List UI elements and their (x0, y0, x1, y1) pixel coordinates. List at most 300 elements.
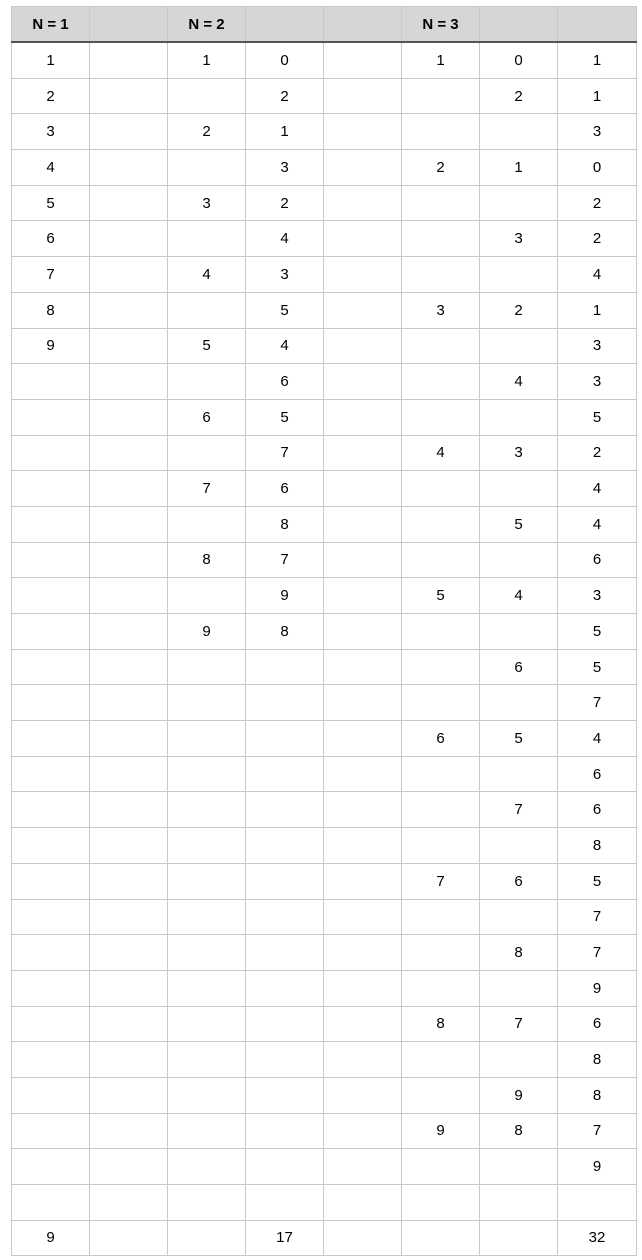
cell-c[interactable] (168, 756, 246, 792)
cell-c[interactable]: 6 (168, 399, 246, 435)
cell-f[interactable] (402, 828, 480, 864)
cell-b[interactable] (90, 114, 168, 150)
cell-c[interactable]: 8 (168, 542, 246, 578)
cell-a[interactable] (12, 970, 90, 1006)
cell-f[interactable] (402, 614, 480, 650)
cell-h[interactable]: 0 (558, 150, 637, 186)
cell-e[interactable] (324, 150, 402, 186)
cell-f[interactable] (402, 471, 480, 507)
cell-f[interactable] (402, 685, 480, 721)
cell-c[interactable] (168, 292, 246, 328)
cell-c[interactable]: 9 (168, 614, 246, 650)
cell-h[interactable]: 7 (558, 899, 637, 935)
cell-b[interactable] (90, 257, 168, 293)
cell-a[interactable] (12, 649, 90, 685)
cell-a[interactable]: 4 (12, 150, 90, 186)
cell-a[interactable] (12, 935, 90, 971)
cell-d[interactable] (246, 970, 324, 1006)
cell-h[interactable]: 9 (558, 970, 637, 1006)
cell-f[interactable] (402, 364, 480, 400)
cell-d[interactable] (246, 899, 324, 935)
cell-d[interactable] (246, 863, 324, 899)
cell-a[interactable] (12, 792, 90, 828)
cell-d[interactable] (246, 756, 324, 792)
cell-c[interactable]: 5 (168, 328, 246, 364)
cell-h[interactable]: 3 (558, 578, 637, 614)
cell-g[interactable] (480, 756, 558, 792)
cell-h[interactable]: 2 (558, 185, 637, 221)
cell-a[interactable] (12, 471, 90, 507)
cell-b[interactable] (90, 1006, 168, 1042)
header-cell-f[interactable]: N = 3 (402, 7, 480, 43)
cell-f[interactable] (402, 1185, 480, 1221)
cell-a[interactable] (12, 542, 90, 578)
cell-h[interactable]: 6 (558, 542, 637, 578)
cell-d[interactable] (246, 685, 324, 721)
cell-g[interactable] (480, 970, 558, 1006)
cell-e[interactable] (324, 828, 402, 864)
cell-g[interactable]: 3 (480, 435, 558, 471)
cell-e[interactable] (324, 364, 402, 400)
cell-g[interactable]: 9 (480, 1077, 558, 1113)
cell-d[interactable] (246, 1149, 324, 1185)
table-row (12, 542, 637, 578)
cell-f[interactable]: 2 (402, 150, 480, 186)
cell-e[interactable] (324, 78, 402, 114)
cell-b[interactable] (90, 649, 168, 685)
cell-g[interactable] (480, 185, 558, 221)
cell-b[interactable] (90, 506, 168, 542)
cell-e[interactable] (324, 614, 402, 650)
table-row (12, 435, 637, 471)
cell-e[interactable] (324, 1185, 402, 1221)
cell-h[interactable]: 4 (558, 471, 637, 507)
cell-e[interactable] (324, 42, 402, 78)
cell-b[interactable] (90, 328, 168, 364)
cell-f[interactable] (402, 935, 480, 971)
cell-e[interactable] (324, 899, 402, 935)
cell-c[interactable] (168, 863, 246, 899)
cell-f[interactable]: 5 (402, 578, 480, 614)
cell-d[interactable] (246, 792, 324, 828)
cell-d[interactable]: 7 (246, 542, 324, 578)
data-table (11, 6, 637, 1256)
cell-a[interactable] (12, 435, 90, 471)
cell-b[interactable] (90, 756, 168, 792)
cell-g[interactable]: 1 (480, 150, 558, 186)
cell-g[interactable] (480, 328, 558, 364)
cell-f[interactable]: 8 (402, 1006, 480, 1042)
cell-c[interactable] (168, 1149, 246, 1185)
cell-b[interactable] (90, 150, 168, 186)
cell-h[interactable]: 8 (558, 1042, 637, 1078)
cell-d[interactable]: 8 (246, 506, 324, 542)
cell-h[interactable]: 2 (558, 435, 637, 471)
cell-h[interactable]: 8 (558, 1077, 637, 1113)
cell-a[interactable] (12, 1042, 90, 1078)
cell-c[interactable] (168, 364, 246, 400)
header-cell-h[interactable] (558, 7, 637, 43)
cell-g[interactable]: 0 (480, 42, 558, 78)
cell-e[interactable] (324, 185, 402, 221)
cell-c[interactable] (168, 578, 246, 614)
cell-g[interactable] (480, 899, 558, 935)
cell-d[interactable]: 6 (246, 364, 324, 400)
cell-h[interactable]: 5 (558, 863, 637, 899)
cell-e[interactable] (324, 292, 402, 328)
cell-c[interactable] (168, 1042, 246, 1078)
cell-e[interactable] (324, 935, 402, 971)
cell-e[interactable] (324, 970, 402, 1006)
cell-f[interactable] (402, 649, 480, 685)
cell-a[interactable] (12, 614, 90, 650)
cell-g[interactable] (480, 1185, 558, 1221)
cell-c[interactable] (168, 685, 246, 721)
cell-e[interactable] (324, 792, 402, 828)
cell-h[interactable]: 3 (558, 328, 637, 364)
cell-h[interactable]: 4 (558, 721, 637, 757)
cell-g[interactable] (480, 685, 558, 721)
total-cell-c[interactable] (168, 1220, 246, 1255)
cell-c[interactable]: 3 (168, 185, 246, 221)
cell-f[interactable] (402, 78, 480, 114)
cell-g[interactable] (480, 114, 558, 150)
cell-h[interactable]: 6 (558, 756, 637, 792)
cell-f[interactable] (402, 542, 480, 578)
header-cell-b[interactable] (90, 7, 168, 43)
cell-c[interactable] (168, 721, 246, 757)
cell-e[interactable] (324, 257, 402, 293)
cell-a[interactable] (12, 364, 90, 400)
cell-d[interactable]: 1 (246, 114, 324, 150)
total-cell-h[interactable]: 32 (558, 1220, 637, 1255)
cell-g[interactable]: 6 (480, 863, 558, 899)
cell-g[interactable] (480, 1149, 558, 1185)
cell-a[interactable] (12, 828, 90, 864)
cell-c[interactable]: 1 (168, 42, 246, 78)
cell-d[interactable] (246, 1185, 324, 1221)
cell-d[interactable]: 2 (246, 185, 324, 221)
cell-d[interactable]: 5 (246, 292, 324, 328)
cell-a[interactable]: 8 (12, 292, 90, 328)
cell-c[interactable] (168, 935, 246, 971)
cell-b[interactable] (90, 899, 168, 935)
cell-a[interactable] (12, 756, 90, 792)
cell-b[interactable] (90, 614, 168, 650)
table-body (12, 42, 637, 1220)
cell-g[interactable] (480, 828, 558, 864)
cell-b[interactable] (90, 78, 168, 114)
table-row (12, 1006, 637, 1042)
cell-g[interactable]: 4 (480, 578, 558, 614)
table-row (12, 150, 637, 186)
table-row (12, 1149, 637, 1185)
table-row (12, 614, 637, 650)
cell-h[interactable]: 3 (558, 364, 637, 400)
cell-c[interactable] (168, 1185, 246, 1221)
cell-b[interactable] (90, 1113, 168, 1149)
cell-h[interactable]: 7 (558, 685, 637, 721)
cell-e[interactable] (324, 328, 402, 364)
table-row (12, 792, 637, 828)
cell-h[interactable]: 5 (558, 649, 637, 685)
cell-f[interactable] (402, 1077, 480, 1113)
cell-h[interactable]: 2 (558, 221, 637, 257)
cell-a[interactable] (12, 506, 90, 542)
cell-e[interactable] (324, 578, 402, 614)
cell-g[interactable]: 7 (480, 1006, 558, 1042)
cell-e[interactable] (324, 1113, 402, 1149)
cell-b[interactable] (90, 1149, 168, 1185)
cell-c[interactable] (168, 506, 246, 542)
cell-b[interactable] (90, 42, 168, 78)
cell-f[interactable]: 7 (402, 863, 480, 899)
header-cell-d[interactable] (246, 7, 324, 43)
cell-b[interactable] (90, 970, 168, 1006)
totals-row (12, 1220, 637, 1255)
total-cell-e[interactable] (324, 1220, 402, 1255)
cell-b[interactable] (90, 1185, 168, 1221)
cell-c[interactable] (168, 221, 246, 257)
header-cell-e[interactable] (324, 7, 402, 43)
cell-c[interactable] (168, 435, 246, 471)
cell-b[interactable] (90, 863, 168, 899)
cell-d[interactable] (246, 1077, 324, 1113)
cell-c[interactable] (168, 1077, 246, 1113)
cell-f[interactable]: 4 (402, 435, 480, 471)
cell-e[interactable] (324, 471, 402, 507)
cell-c[interactable] (168, 78, 246, 114)
cell-f[interactable] (402, 399, 480, 435)
cell-c[interactable] (168, 899, 246, 935)
cell-c[interactable] (168, 150, 246, 186)
table-row (12, 1113, 637, 1149)
table-row (12, 42, 637, 78)
cell-h[interactable]: 4 (558, 257, 637, 293)
cell-b[interactable] (90, 292, 168, 328)
cell-f[interactable] (402, 1149, 480, 1185)
cell-c[interactable] (168, 792, 246, 828)
cell-a[interactable]: 2 (12, 78, 90, 114)
cell-d[interactable]: 6 (246, 471, 324, 507)
total-cell-d[interactable]: 17 (246, 1220, 324, 1255)
cell-a[interactable]: 3 (12, 114, 90, 150)
cell-f[interactable]: 9 (402, 1113, 480, 1149)
cell-f[interactable] (402, 185, 480, 221)
cell-b[interactable] (90, 721, 168, 757)
cell-a[interactable] (12, 578, 90, 614)
cell-d[interactable] (246, 935, 324, 971)
cell-b[interactable] (90, 828, 168, 864)
cell-e[interactable] (324, 114, 402, 150)
cell-g[interactable]: 5 (480, 721, 558, 757)
cell-c[interactable]: 7 (168, 471, 246, 507)
table-row (12, 185, 637, 221)
cell-d[interactable]: 2 (246, 78, 324, 114)
cell-f[interactable]: 3 (402, 292, 480, 328)
table-row (12, 721, 637, 757)
table-row (12, 471, 637, 507)
cell-f[interactable]: 1 (402, 42, 480, 78)
header-cell-g[interactable] (480, 7, 558, 43)
cell-b[interactable] (90, 1077, 168, 1113)
cell-e[interactable] (324, 863, 402, 899)
cell-a[interactable] (12, 1149, 90, 1185)
cell-e[interactable] (324, 1077, 402, 1113)
cell-e[interactable] (324, 1006, 402, 1042)
cell-e[interactable] (324, 756, 402, 792)
cell-c[interactable] (168, 649, 246, 685)
cell-f[interactable] (402, 328, 480, 364)
total-cell-f[interactable] (402, 1220, 480, 1255)
cell-b[interactable] (90, 471, 168, 507)
cell-d[interactable]: 7 (246, 435, 324, 471)
cell-d[interactable] (246, 721, 324, 757)
total-cell-b[interactable] (90, 1220, 168, 1255)
cell-b[interactable] (90, 1042, 168, 1078)
cell-a[interactable]: 5 (12, 185, 90, 221)
cell-f[interactable] (402, 970, 480, 1006)
cell-g[interactable]: 2 (480, 78, 558, 114)
cell-d[interactable] (246, 1042, 324, 1078)
cell-a[interactable] (12, 899, 90, 935)
cell-a[interactable]: 1 (12, 42, 90, 78)
cell-a[interactable] (12, 1113, 90, 1149)
cell-g[interactable] (480, 471, 558, 507)
cell-f[interactable] (402, 221, 480, 257)
cell-f[interactable] (402, 792, 480, 828)
cell-f[interactable] (402, 257, 480, 293)
cell-b[interactable] (90, 792, 168, 828)
cell-c[interactable]: 2 (168, 114, 246, 150)
cell-a[interactable] (12, 399, 90, 435)
table-row (12, 1077, 637, 1113)
cell-b[interactable] (90, 185, 168, 221)
cell-a[interactable] (12, 1077, 90, 1113)
cell-f[interactable] (402, 1042, 480, 1078)
cell-h[interactable]: 1 (558, 292, 637, 328)
cell-a[interactable]: 6 (12, 221, 90, 257)
cell-h[interactable]: 4 (558, 506, 637, 542)
cell-b[interactable] (90, 935, 168, 971)
cell-d[interactable] (246, 1006, 324, 1042)
cell-h[interactable]: 5 (558, 614, 637, 650)
cell-f[interactable] (402, 506, 480, 542)
cell-g[interactable]: 7 (480, 792, 558, 828)
cell-g[interactable]: 5 (480, 506, 558, 542)
cell-h[interactable]: 8 (558, 828, 637, 864)
cell-a[interactable] (12, 1006, 90, 1042)
cell-g[interactable]: 2 (480, 292, 558, 328)
cell-g[interactable] (480, 257, 558, 293)
cell-f[interactable]: 6 (402, 721, 480, 757)
cell-b[interactable] (90, 542, 168, 578)
cell-d[interactable]: 9 (246, 578, 324, 614)
cell-h[interactable]: 7 (558, 935, 637, 971)
cell-b[interactable] (90, 364, 168, 400)
cell-g[interactable] (480, 614, 558, 650)
total-cell-a[interactable]: 9 (12, 1220, 90, 1255)
cell-h[interactable]: 1 (558, 78, 637, 114)
cell-g[interactable]: 4 (480, 364, 558, 400)
cell-f[interactable] (402, 756, 480, 792)
cell-f[interactable] (402, 899, 480, 935)
cell-e[interactable] (324, 435, 402, 471)
cell-d[interactable]: 4 (246, 328, 324, 364)
cell-g[interactable] (480, 1042, 558, 1078)
cell-g[interactable] (480, 542, 558, 578)
cell-d[interactable] (246, 828, 324, 864)
cell-h[interactable]: 7 (558, 1113, 637, 1149)
cell-c[interactable]: 4 (168, 257, 246, 293)
cell-e[interactable] (324, 399, 402, 435)
cell-h[interactable]: 6 (558, 792, 637, 828)
header-cell-c[interactable]: N = 2 (168, 7, 246, 43)
cell-a[interactable] (12, 863, 90, 899)
cell-d[interactable]: 0 (246, 42, 324, 78)
cell-e[interactable] (324, 506, 402, 542)
cell-a[interactable]: 7 (12, 257, 90, 293)
cell-d[interactable] (246, 1113, 324, 1149)
cell-e[interactable] (324, 649, 402, 685)
cell-h[interactable] (558, 1185, 637, 1221)
cell-b[interactable] (90, 221, 168, 257)
cell-c[interactable] (168, 1113, 246, 1149)
table-row (12, 399, 637, 435)
cell-b[interactable] (90, 578, 168, 614)
cell-g[interactable] (480, 399, 558, 435)
cell-h[interactable]: 6 (558, 1006, 637, 1042)
cell-a[interactable] (12, 1185, 90, 1221)
cell-e[interactable] (324, 685, 402, 721)
table-row (12, 899, 637, 935)
cell-h[interactable]: 9 (558, 1149, 637, 1185)
cell-b[interactable] (90, 399, 168, 435)
cell-g[interactable]: 3 (480, 221, 558, 257)
cell-e[interactable] (324, 721, 402, 757)
cell-f[interactable] (402, 114, 480, 150)
cell-c[interactable] (168, 1006, 246, 1042)
cell-e[interactable] (324, 1042, 402, 1078)
cell-a[interactable] (12, 685, 90, 721)
cell-a[interactable] (12, 721, 90, 757)
cell-e[interactable] (324, 1149, 402, 1185)
cell-d[interactable]: 3 (246, 257, 324, 293)
cell-d[interactable]: 8 (246, 614, 324, 650)
cell-e[interactable] (324, 221, 402, 257)
cell-e[interactable] (324, 542, 402, 578)
cell-h[interactable]: 1 (558, 42, 637, 78)
cell-c[interactable] (168, 970, 246, 1006)
cell-b[interactable] (90, 685, 168, 721)
table-row (12, 114, 637, 150)
cell-h[interactable]: 5 (558, 399, 637, 435)
cell-a[interactable]: 9 (12, 328, 90, 364)
header-cell-a[interactable]: N = 1 (12, 7, 90, 43)
cell-c[interactable] (168, 828, 246, 864)
cell-g[interactable]: 6 (480, 649, 558, 685)
cell-d[interactable]: 3 (246, 150, 324, 186)
cell-d[interactable]: 4 (246, 221, 324, 257)
cell-b[interactable] (90, 435, 168, 471)
total-cell-g[interactable] (480, 1220, 558, 1255)
cell-g[interactable]: 8 (480, 1113, 558, 1149)
cell-d[interactable]: 5 (246, 399, 324, 435)
cell-g[interactable]: 8 (480, 935, 558, 971)
cell-h[interactable]: 3 (558, 114, 637, 150)
cell-d[interactable] (246, 649, 324, 685)
table-row (12, 221, 637, 257)
